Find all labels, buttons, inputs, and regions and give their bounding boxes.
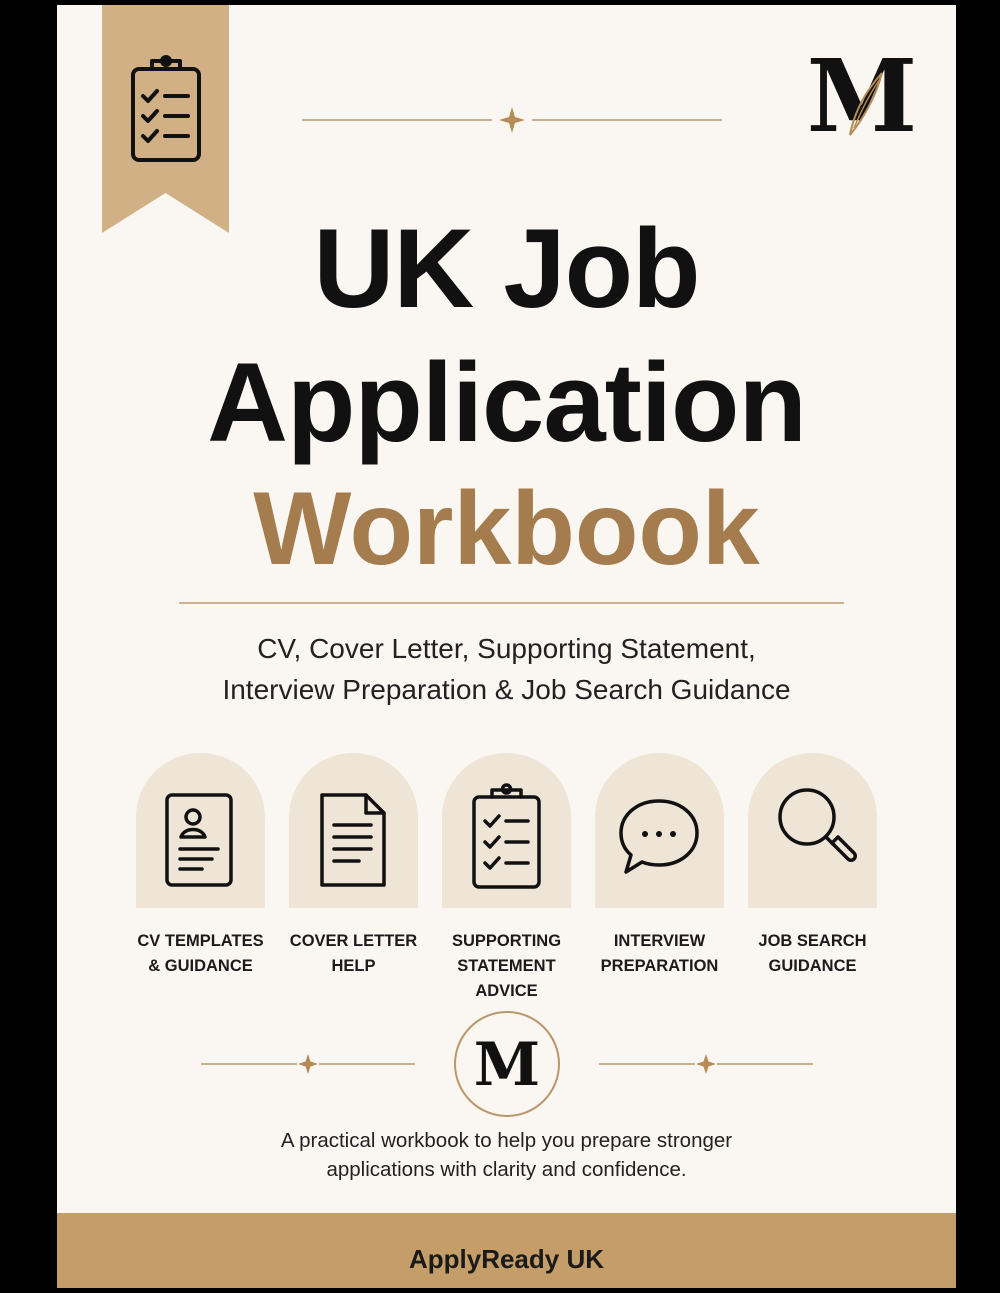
book-cover (57, 5, 956, 1288)
publisher-name: ApplyReady UK (408, 1244, 605, 1274)
title-divider (179, 602, 844, 604)
clipboard-checklist-icon (442, 753, 571, 908)
subtitle-line-1: CV, Cover Letter, Supporting Statement, (257, 633, 756, 664)
tagline-line-2: applications with clarity and confidence. (326, 1158, 687, 1181)
feature-label: JOB SEARCH GUIDANCE (758, 932, 867, 975)
feature-label: COVER LETTER HELP (289, 932, 418, 975)
sparkle-icon (696, 1054, 716, 1074)
cv-document-icon (136, 753, 265, 908)
tagline-line-1: A practical workbook to help you prepare stronger (280, 1129, 733, 1152)
feature-arch (136, 753, 265, 908)
top-ornament-divider (302, 105, 722, 135)
title-line-3: Workbook (253, 471, 760, 587)
monogram-letter: M (806, 37, 918, 143)
feature-arch (595, 753, 724, 908)
brand-logo (802, 33, 922, 143)
feature-arch (748, 753, 877, 908)
subtitle-line-2: Interview Preparation & Job Search Guidance (222, 674, 791, 705)
letter-document-icon (289, 753, 418, 908)
feature-label: CV TEMPLATES & GUIDANCE (137, 932, 264, 975)
feature-arch (289, 753, 418, 908)
title-line-2: Application (207, 340, 806, 465)
magnifier-icon (748, 753, 877, 908)
feature-label: INTERVIEW PREPARATION (600, 932, 719, 975)
footer-band (57, 1213, 956, 1288)
feature-label: SUPPORTING STATEMENT ADVICE (451, 932, 562, 1000)
title-line-1: UK Job (313, 206, 700, 331)
sparkle-icon (298, 1054, 318, 1074)
ribbon-bookmark (102, 5, 229, 233)
feature-list (57, 753, 956, 1013)
bottom-ornament-divider (197, 1010, 817, 1125)
speech-bubble-icon (595, 753, 724, 908)
monogram-badge-letter: M (473, 1030, 541, 1100)
feature-arch (442, 753, 571, 908)
sparkle-icon (499, 107, 525, 133)
